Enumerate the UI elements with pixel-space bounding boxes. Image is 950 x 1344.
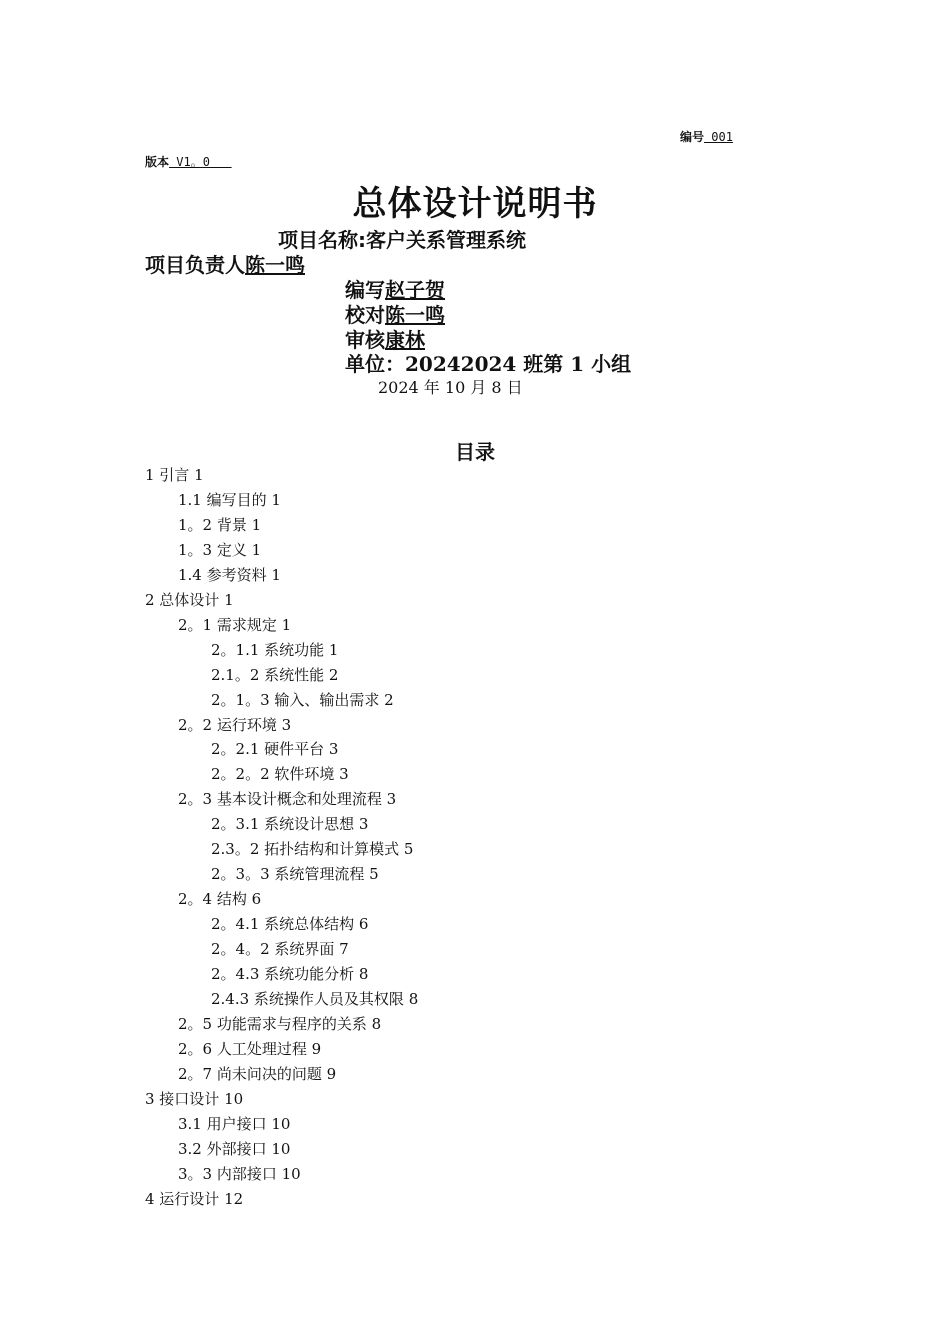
toc-entry-level-1[interactable]: 2。4 结构 6 bbox=[178, 890, 262, 909]
toc-entry-level-1[interactable]: 3。3 内部接口 10 bbox=[178, 1164, 301, 1183]
toc-entry-level-1[interactable]: 2。1 需求规定 1 bbox=[178, 615, 292, 634]
reviewer-label: 审核 bbox=[345, 328, 385, 352]
toc-entry-level-1[interactable]: 2。7 尚未问决的问题 9 bbox=[178, 1064, 337, 1083]
toc-entry-level-2[interactable]: 2。2.1 硬件平台 3 bbox=[211, 740, 339, 759]
toc-entry-level-2[interactable]: 2.4.3 系统操作人员及其权限 8 bbox=[211, 989, 419, 1008]
toc-entry-level-2[interactable]: 2。2。2 软件环境 3 bbox=[211, 765, 349, 784]
toc-entry-level-1[interactable]: 3.1 用户接口 10 bbox=[178, 1114, 291, 1133]
document-title: 总体设计说明书 bbox=[352, 184, 598, 224]
writer-value: 赵子贺 bbox=[385, 278, 445, 302]
checker-label: 校对 bbox=[345, 303, 385, 327]
toc-entry-level-0[interactable]: 4 运行设计 12 bbox=[145, 1189, 244, 1208]
toc-entry-level-2[interactable]: 2.1。2 系统性能 2 bbox=[211, 665, 339, 684]
toc-entry-level-1[interactable]: 2。3 基本设计概念和处理流程 3 bbox=[178, 790, 397, 809]
toc-entry-level-1[interactable]: 3.2 外部接口 10 bbox=[178, 1139, 291, 1158]
toc-entry-level-2[interactable]: 2。4.3 系统功能分析 8 bbox=[211, 965, 369, 983]
document-number-value: 001 bbox=[704, 130, 733, 144]
writer-label: 编写 bbox=[345, 278, 385, 302]
project-name: 项目名称:客户关系管理系统 bbox=[278, 228, 526, 252]
toc-entry-level-2[interactable]: 2。3.1 系统设计思想 3 bbox=[211, 815, 369, 834]
toc-entry-level-2[interactable]: 2.3。2 拓扑结构和计算模式 5 bbox=[211, 840, 414, 859]
document-version-label: 版本 bbox=[145, 155, 170, 169]
toc-entry-level-0[interactable]: 2 总体设计 1 bbox=[145, 590, 234, 609]
toc-entry-level-1[interactable]: 1.4 参考资料 1 bbox=[178, 565, 281, 584]
toc-entry-level-2[interactable]: 2。3。3 系统管理流程 5 bbox=[211, 865, 379, 884]
toc-entry-level-2[interactable]: 2。4.1 系统总体结构 6 bbox=[211, 915, 369, 934]
toc-entry-level-1[interactable]: 1.1 编写目的 1 bbox=[178, 490, 281, 509]
toc-entry-level-2[interactable]: 2。4。2 系统界面 7 bbox=[211, 940, 349, 959]
document-number bbox=[680, 128, 733, 145]
document-date: 2024 年 10 月 8 日 bbox=[378, 378, 523, 397]
toc-title: 目录 bbox=[455, 440, 495, 464]
toc-entry-level-1[interactable]: 1。3 定义 1 bbox=[178, 540, 262, 559]
project-leader-value: 陈一鸣 bbox=[245, 253, 305, 277]
checker-value: 陈一鸣 bbox=[385, 303, 445, 327]
document-version-value: V1。0 bbox=[169, 155, 232, 169]
document-version bbox=[145, 153, 232, 170]
toc-entry-level-1[interactable]: 2。5 功能需求与程序的关系 8 bbox=[178, 1014, 382, 1033]
document-number-label: 编号 bbox=[680, 130, 705, 144]
toc-entry-level-2[interactable]: 2。1.1 系统功能 1 bbox=[211, 640, 339, 659]
toc-entry-level-2[interactable]: 2。1。3 输入、输出需求 2 bbox=[211, 690, 394, 709]
toc-entry-level-1[interactable]: 1。2 背景 1 bbox=[178, 515, 262, 534]
project-leader bbox=[145, 249, 305, 278]
reviewer-value: 康林 bbox=[385, 328, 425, 352]
toc-entry-level-0[interactable]: 3 接口设计 10 bbox=[145, 1089, 244, 1108]
toc-entry-level-1[interactable]: 2。2 运行环境 3 bbox=[178, 715, 292, 734]
project-leader-label: 项目负责人 bbox=[145, 253, 245, 277]
toc-entry-level-1[interactable]: 2。6 人工处理过程 9 bbox=[178, 1039, 322, 1058]
unit-field: 单位：20242024 班第 1 小组 bbox=[345, 352, 632, 376]
toc-entry-level-0[interactable]: 1 引言 1 bbox=[145, 466, 204, 484]
